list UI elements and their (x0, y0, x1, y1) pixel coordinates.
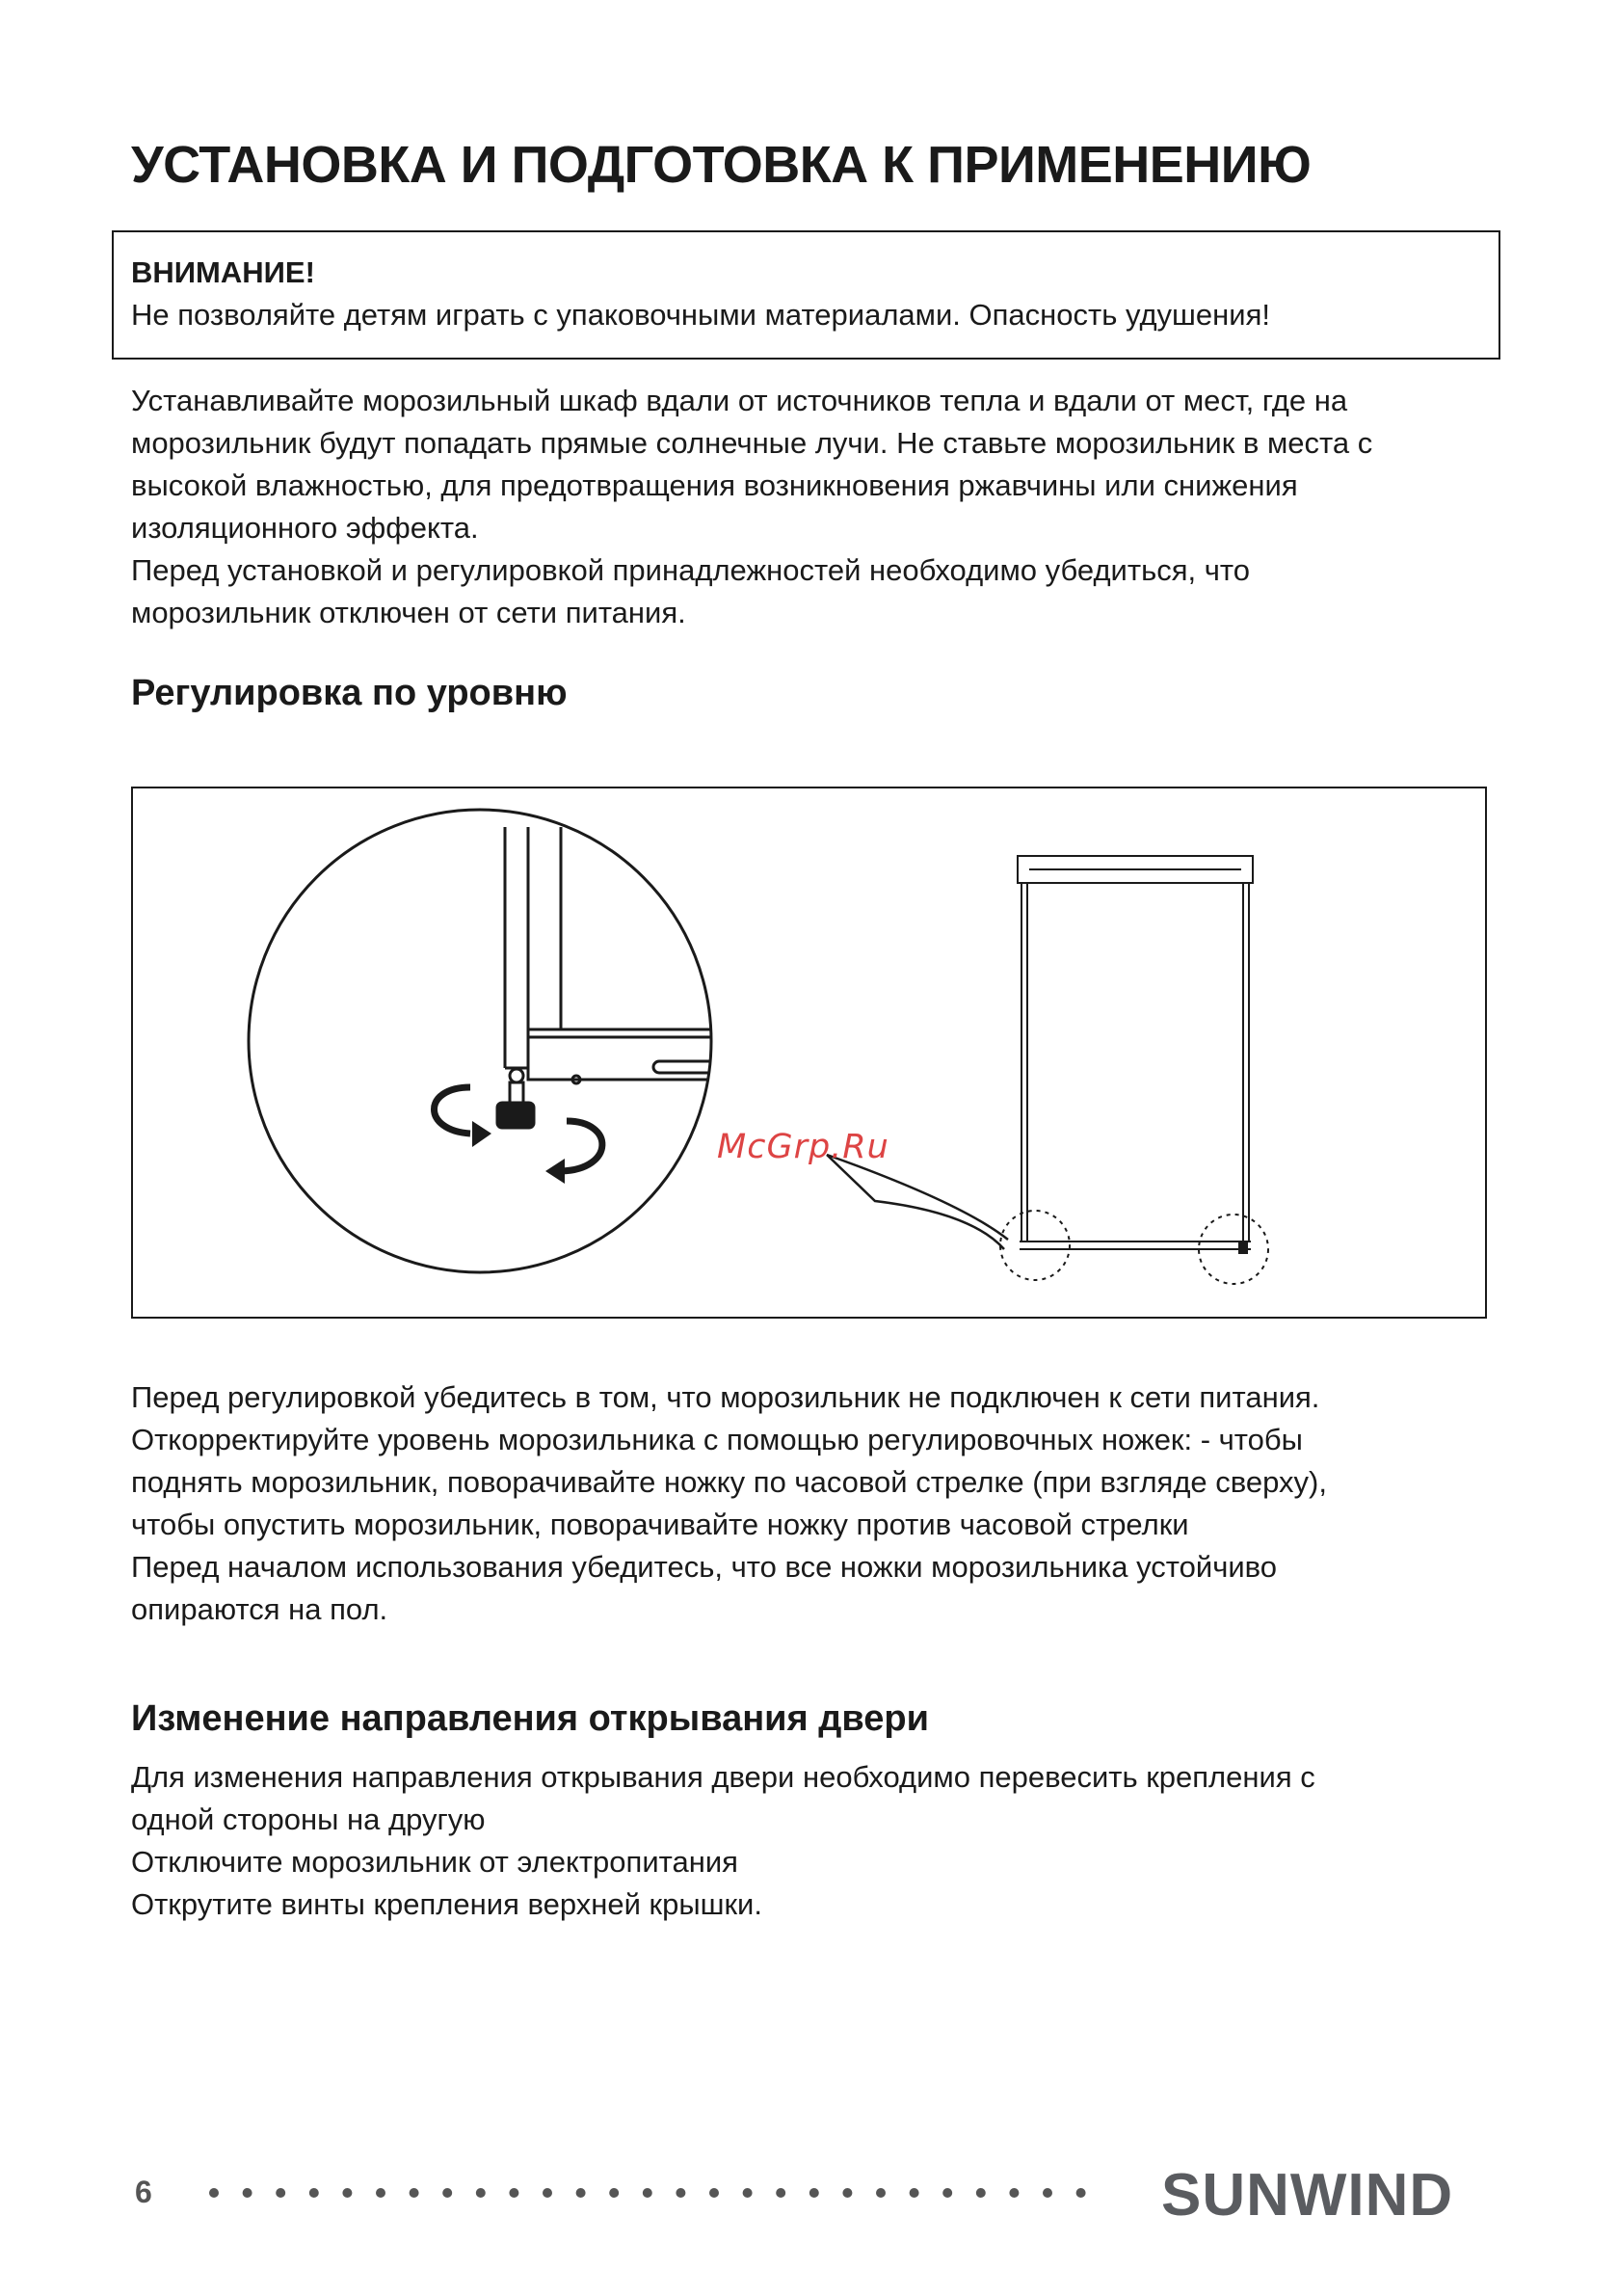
door-heading: Изменение направления открывания двери (131, 1698, 929, 1739)
warning-box (112, 230, 1500, 360)
watermark: McGrp.Ru (717, 1128, 889, 1166)
leg-highlight-left (1000, 1211, 1070, 1280)
footer-dots (202, 2186, 1118, 2200)
page-number: 6 (135, 2175, 152, 2209)
leveling-heading: Регулировка по уровню (131, 673, 568, 713)
warning-text: Не позволяйте детям играть с упаковочными материалами. Опасность удушения! (131, 298, 1270, 332)
brand-logo: SUNWIND (1161, 2162, 1454, 2229)
page-title: УСТАНОВКА И ПОДГОТОВКА К ПРИМЕНЕНИЮ (131, 136, 1312, 194)
zoom-circle (249, 810, 711, 1272)
freezer-outline (1018, 856, 1253, 1253)
warning-title: ВНИМАНИЕ! (131, 255, 315, 289)
door-paragraph: Для изменения направления открывания двери необходимо перевесить крепления с одной стороны на другую Отключите морозильник от электропитания Открутите винты крепления верхней крышки. (131, 1760, 1315, 1921)
leveling-illustration (131, 787, 1487, 1319)
leveling-diagram (133, 788, 1489, 1321)
intro-paragraph: Устанавливайте морозильный шкаф вдали от источников тепла и вдали от мест, где на морозильник будут попадать прямые солнечные лучи. Не ставьте морозильник в места с высокой влажностью, для предотвращения возникновения ржавчины или снижения изоляционного эффекта. Перед установкой и регулировкой принадлежностей необходимо убедиться, что морозильник отключен от сети питания. (131, 384, 1373, 629)
leveling-paragraph: Перед регулировкой убедитесь в том, что морозильник не подключен к сети питания. Откорректируйте уровень морозильника с помощью регулировочных ножек: - чтобы поднять морозильник, поворачивайте ножку по часовой стрелке (при взгляде сверху), чтобы опустить морозильник, поворачивайте ножку против часовой стрелки Перед началом использования убедитесь, что все ножки морозильника устойчиво опираются на пол. (131, 1380, 1327, 1626)
